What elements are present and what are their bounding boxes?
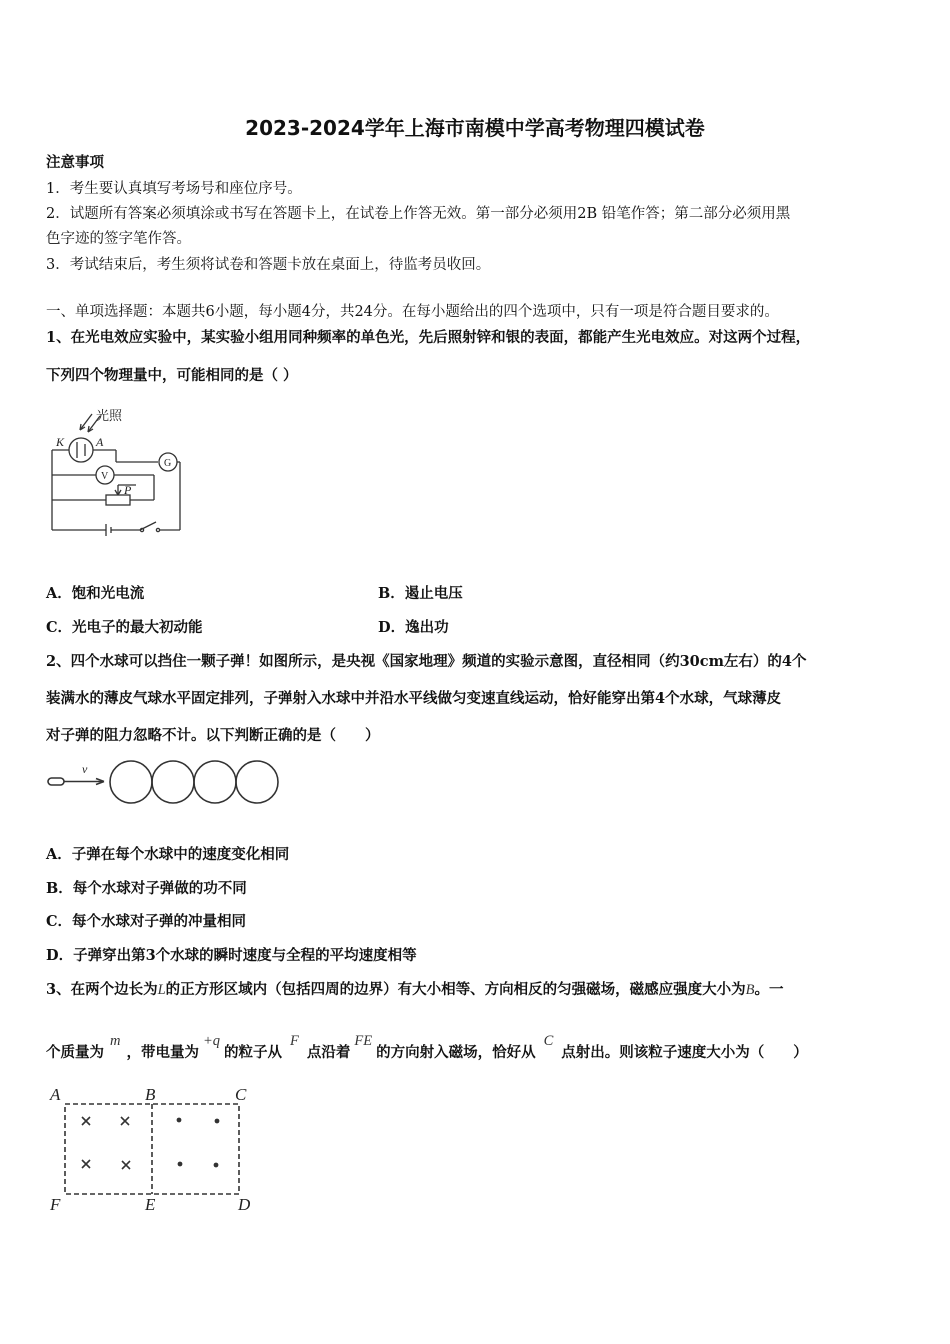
q2-stem-line2: 装满水的薄皮气球水平固定排列，子弹射入水球中并沿水平线做匀变速直线运动，恰好能穿出第4个水球，气球薄皮 [46, 690, 782, 707]
symbol-F: F [290, 1033, 299, 1049]
symbol-q: +q [202, 1033, 221, 1049]
page-title: 2023-2024学年上海市南模中学高考物理四模试卷 [245, 116, 705, 140]
q2-option-c: C．每个水球对子弹的冲量相同 [46, 913, 247, 930]
q3-stem-line2: 个质量为m，带电量为+q的粒子从F点沿着FE的方向射入磁场，恰好从C点射出。则该粒子速度大小为（ ） [46, 1033, 808, 1061]
notice-item-2-cont: 色字迹的签字笔作答。 [46, 231, 191, 247]
label-k: K [56, 435, 65, 449]
q2-option-d: D．子弹穿出第3个水球的瞬时速度与全程的平均速度相等 [46, 947, 417, 964]
q2-option-a: A．子弹在每个水球中的速度变化相同 [46, 846, 290, 863]
symbol-C: C [543, 1033, 554, 1049]
notice-item-2: 2．试题所有答案必须填涂或书写在答题卡上，在试卷上作答无效。第一部分必须用2B 铅笔作答；第二部分必须用黑 [46, 206, 791, 222]
label-C: C [235, 1085, 247, 1104]
q2-stem-line1: 2、四个水球可以挡住一颗子弹！如图所示，是央视《国家地理》频道的实验示意图，直径相同（约30cm左右）的4个 [46, 653, 807, 670]
q1-option-c: C．光电子的最大初动能 [46, 619, 203, 636]
q1-option-b: B．遏止电压 [378, 585, 463, 602]
label-v: v [82, 762, 88, 776]
q1-stem-line1: 1、在光电效应实验中，某实验小组用同种频率的单色光，先后照射锌和银的表面，都能产生光电效应。对这两个过程， [46, 329, 811, 346]
q2-option-b: B．每个水球对子弹做的功不同 [46, 880, 247, 897]
water-balls-figure [44, 755, 289, 811]
q2-stem-line3: 对子弹的阻力忽略不计。以下判断正确的是（ ） [46, 727, 380, 744]
symbol-L: L [157, 982, 166, 998]
label-p: P [124, 483, 132, 497]
label-A: A [50, 1085, 61, 1104]
symbol-B: B [745, 982, 755, 998]
label-v: V [101, 471, 109, 482]
label-E: E [145, 1195, 156, 1214]
magnetic-field-figure [44, 1080, 264, 1220]
q1-option-a: A．饱和光电流 [46, 585, 145, 602]
notice-heading: 注意事项 [46, 154, 104, 171]
symbol-m: m [110, 1033, 121, 1049]
section-heading: 一、单项选择题：本题共6小题，每小题4分，共24分。在每小题给出的四个选项中，只有一项是符合题目要求的。 [46, 304, 779, 320]
label-light: 光照 [96, 408, 123, 423]
label-D: D [238, 1195, 251, 1214]
label-a: A [96, 435, 104, 449]
label-g: G [164, 458, 172, 469]
q1-stem-line2: 下列四个物理量中，可能相同的是（ ） [46, 367, 298, 384]
notice-item-1: 1．考生要认真填写考场号和座位序号。 [46, 181, 302, 197]
label-B: B [145, 1085, 156, 1104]
notice-item-3: 3．考试结束后，考生须将试卷和答题卡放在桌面上，待监考员收回。 [46, 257, 491, 273]
symbol-FE: FE [354, 1033, 373, 1049]
label-F: F [50, 1195, 61, 1214]
q3-stem-line1: 3、在两个边长为L的正方形区域内（包括四周的边界）有大小相等、方向相反的匀强磁场，磁感应强度大小为B。一 [46, 981, 784, 998]
q1-option-d: D．逸出功 [378, 619, 449, 636]
photoelectric-circuit-figure [44, 400, 194, 540]
